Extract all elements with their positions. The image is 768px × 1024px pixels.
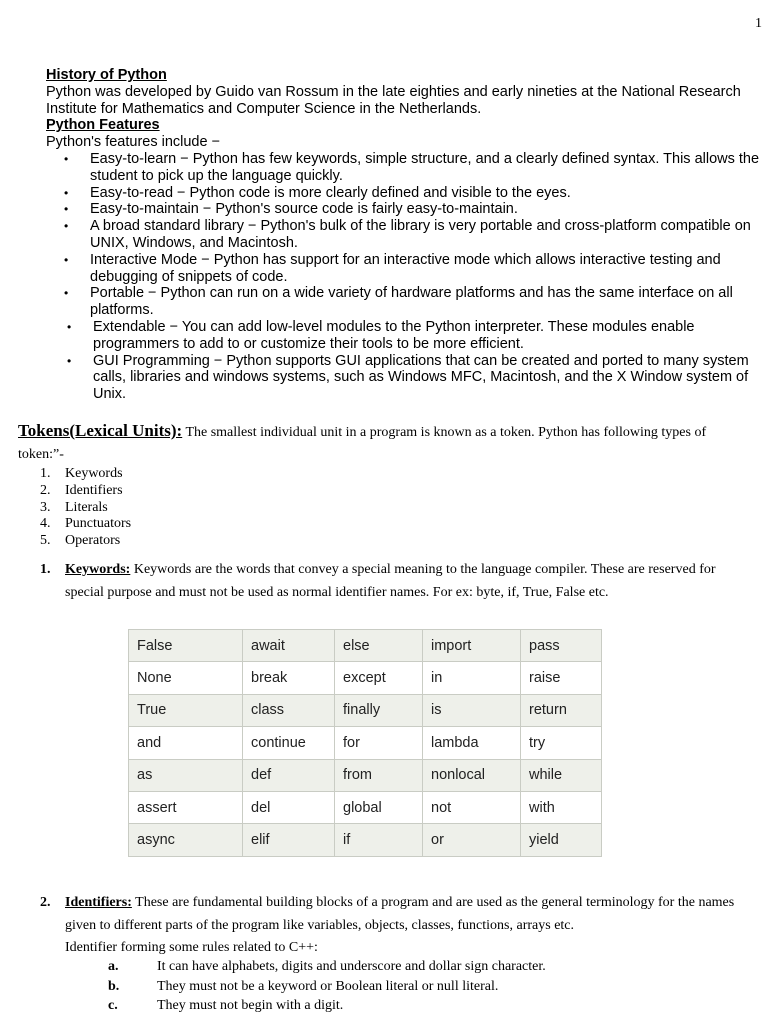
list-item: • Easy-to-read − Python code is more clearly defined and visible to the eyes.: [46, 185, 766, 202]
list-label: Identifiers: [65, 482, 123, 498]
section-number: 2.: [40, 895, 51, 910]
list-item: [40, 533, 131, 550]
list-item: [108, 977, 546, 997]
table-cell: and: [129, 727, 243, 759]
table-cell: global: [335, 791, 423, 823]
table-cell: elif: [243, 824, 335, 856]
features-list: [46, 151, 766, 403]
table-cell: except: [335, 662, 423, 694]
list-item: • GUI Programming − Python supports GUI applications that can be created and ported to many system calls, libraries and windows systems, such as Windows MFC, Macintosh, and the X Window system of Unix.: [46, 353, 766, 403]
tokens-text: The smallest individual unit in a program is known as a token. Python has following types of token:”-: [18, 425, 707, 462]
table-row: [129, 727, 602, 759]
features-heading: Python Features: [46, 117, 160, 134]
table-cell: in: [423, 662, 521, 694]
python-intro-section: [46, 67, 766, 403]
table-cell: nonlocal: [423, 759, 521, 791]
table-cell: async: [129, 824, 243, 856]
keywords-table: [128, 629, 602, 857]
list-number: a.: [108, 959, 119, 974]
tokens-section: [18, 420, 748, 466]
table-cell: from: [335, 759, 423, 791]
list-number: 5.: [40, 533, 51, 549]
list-item: • Interactive Mode − Python has support for an interactive mode which allows interactive testing and debugging of snippets of code.: [46, 252, 766, 286]
token-types-list: [40, 466, 131, 550]
list-label: Keywords: [65, 466, 123, 481]
identifiers-heading: Identifiers:: [65, 895, 132, 910]
list-label: They must not be a keyword or Boolean literal or null literal.: [157, 978, 499, 994]
list-item: • Easy-to-learn − Python has few keywords, simple structure, and a clearly defined syntax. This allows the student to pick up the language quickly.: [46, 151, 766, 185]
table-cell: for: [335, 727, 423, 759]
table-cell: def: [243, 759, 335, 791]
table-cell: or: [423, 824, 521, 856]
table-cell: False: [129, 630, 243, 662]
table-cell: try: [521, 727, 602, 759]
table-cell: is: [423, 694, 521, 726]
table-row: [129, 662, 602, 694]
table-cell: lambda: [423, 727, 521, 759]
list-number: 3.: [40, 499, 51, 515]
list-item: • Portable − Python can run on a wide variety of hardware platforms and has the same interface on all platforms.: [46, 285, 766, 319]
identifiers-text: These are fundamental building blocks of a program and are used as the general terminology for the names given to different parts of the program like variables, objects, classes, functions, arrays etc.: [65, 895, 735, 933]
keywords-section: [40, 558, 740, 604]
table-cell: None: [129, 662, 243, 694]
identifiers-section: [40, 892, 750, 960]
list-label: Literals: [65, 499, 108, 515]
list-item: [108, 957, 546, 977]
section-number: 1.: [40, 562, 51, 577]
list-item: [40, 516, 131, 533]
list-number: c.: [108, 998, 118, 1013]
table-cell: not: [423, 791, 521, 823]
table-cell: if: [335, 824, 423, 856]
table-cell: True: [129, 694, 243, 726]
table-cell: yield: [521, 824, 602, 856]
table-cell: await: [243, 630, 335, 662]
table-cell: import: [423, 630, 521, 662]
tokens-heading: Tokens(Lexical Units):: [18, 421, 183, 440]
list-number: b.: [108, 978, 120, 994]
list-item: [108, 996, 546, 1016]
table-cell: assert: [129, 791, 243, 823]
history-text: Python was developed by Guido van Rossum in the late eighties and early nineties at the National Research Institute for Mathematics and Computer Science in the Netherlands.: [46, 83, 741, 117]
list-number: 4.: [40, 516, 51, 532]
list-label: It can have alphabets, digits and underscore and dollar sign character.: [157, 959, 546, 974]
table-row: [129, 630, 602, 662]
table-row: [129, 791, 602, 823]
page-number: 1: [755, 16, 762, 31]
list-number: 2.: [40, 482, 51, 498]
table-cell: class: [243, 694, 335, 726]
table-cell: finally: [335, 694, 423, 726]
list-label: Operators: [65, 533, 121, 549]
list-item: • A broad standard library − Python's bulk of the library is very portable and cross-platform compatible on UNIX, Windows, and Macintosh.: [46, 218, 766, 252]
table-row: [129, 694, 602, 726]
table-row: [129, 824, 602, 856]
table-cell: del: [243, 791, 335, 823]
table-cell: pass: [521, 630, 602, 662]
list-item: • Easy-to-maintain − Python's source code is fairly easy-to-maintain.: [46, 201, 766, 218]
list-number: 1.: [40, 466, 51, 481]
list-item: • Extendable − You can add low-level modules to the Python interpreter. These modules enable programmers to add to or customize their tools to be more efficient.: [46, 319, 766, 353]
table-cell: raise: [521, 662, 602, 694]
list-item: [40, 466, 131, 483]
keywords-text: Keywords are the words that convey a special meaning to the language compiler. These are reserved for special purpose and must not be used as normal identifier names. For ex: byte, if, True, False etc.: [65, 562, 716, 600]
table-cell: continue: [243, 727, 335, 759]
table-cell: with: [521, 791, 602, 823]
list-item: [40, 483, 131, 500]
table-row: [129, 759, 602, 791]
table-cell: while: [521, 759, 602, 791]
list-label: Punctuators: [65, 516, 132, 532]
table-cell: return: [521, 694, 602, 726]
list-item: [40, 500, 131, 517]
table-cell: break: [243, 662, 335, 694]
identifier-rules-list: [108, 957, 546, 1016]
list-label: They must not begin with a digit.: [157, 998, 344, 1013]
table-cell: else: [335, 630, 423, 662]
features-intro: Python's features include −: [46, 134, 221, 151]
identifier-rules-intro: Identifier forming some rules related to C++:: [65, 940, 318, 955]
keywords-heading: Keywords:: [65, 562, 131, 577]
table-cell: as: [129, 759, 243, 791]
history-heading: History of Python: [46, 67, 167, 83]
